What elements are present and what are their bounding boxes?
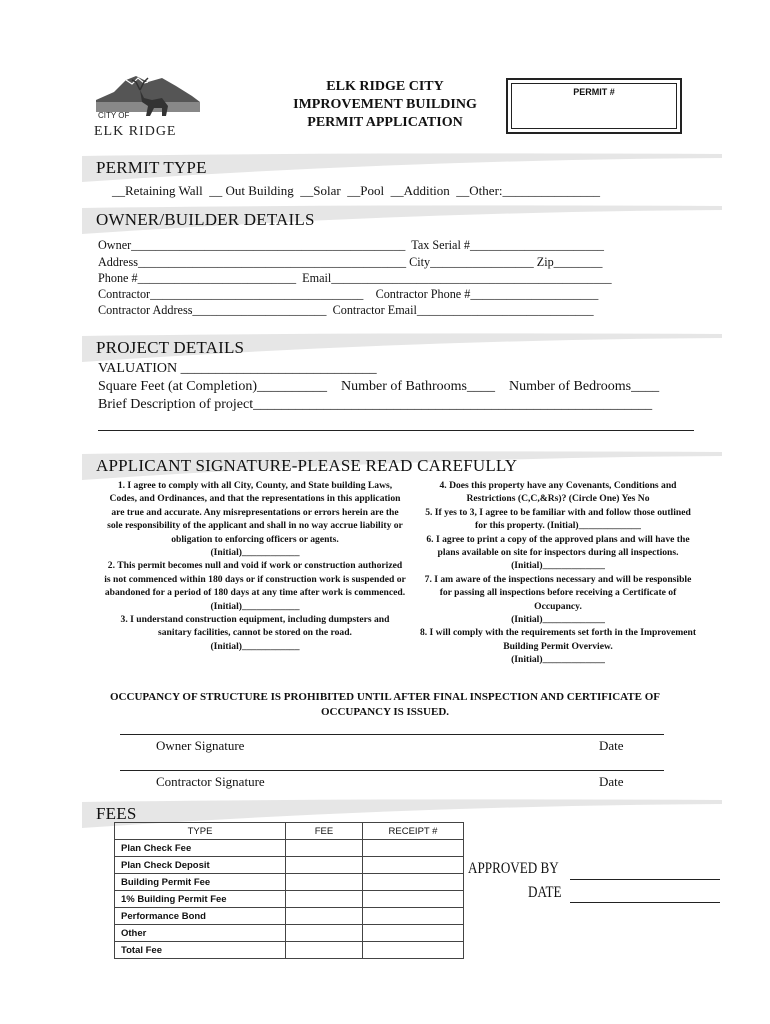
fee-type: 1% Building Permit Fee <box>115 891 286 908</box>
elk-ridge-logo <box>92 72 202 140</box>
receipt-cell[interactable] <box>363 908 464 925</box>
phone-email-field[interactable]: Phone #__________________________ Email______________________________________________ <box>98 271 612 285</box>
table-row <box>115 857 464 874</box>
fees-heading: FEES <box>96 804 137 823</box>
owner-signature-line[interactable] <box>120 734 664 735</box>
occupancy-notice: OCCUPANCY OF STRUCTURE IS PROHIBITED UNTIL AFTER FINAL INSPECTION AND CERTIFICATE OF OCCUPANCY IS ISSUED. <box>110 691 660 718</box>
fee-type: Plan Check Deposit <box>115 857 286 874</box>
approval-date-label: DATE <box>528 884 562 901</box>
address-field[interactable]: Address____________________________________________ City_________________ Zip________ <box>98 255 603 269</box>
fee-type: Total Fee <box>115 942 286 959</box>
permit-number-box[interactable] <box>506 78 682 134</box>
table-header-row <box>115 823 464 840</box>
agreement-item-7: 7. I am aware of the inspections necessary and will be responsible for passing all inspections before receiving a Certificate of Occupancy. <box>424 573 692 612</box>
agreement-item-1: 1. I agree to comply with all City, County, and State building Laws, Codes, and Ordinances, and that the representations in this application are true and accurate. Any misrepresentations or errors herein are the sole responsibility of the applicant and shall in no way accrue liability or obligation to enforcing officers or agents. <box>107 480 403 545</box>
form-title <box>270 78 500 132</box>
signature-heading: APPLICANT SIGNATURE-PLEASE READ CAREFULLY <box>96 456 518 475</box>
table-row <box>115 925 464 942</box>
contractor-field[interactable]: Contractor___________________________________ Contractor Phone #_____________________ <box>98 287 599 301</box>
section-applicant-signature <box>82 450 722 480</box>
logo-city-of: CITY OF <box>98 111 130 120</box>
contractor-address-field[interactable]: Contractor Address______________________ Contractor Email_____________________________ <box>98 303 594 317</box>
section-project-details <box>82 332 722 362</box>
agreement-right-column <box>418 479 698 667</box>
project-heading: PROJECT DETAILS <box>96 338 245 357</box>
agreement-item-6: 6. I agree to print a copy of the approved plans and will have the plans available on site for inspectors during all inspections. (Initial)_____________ <box>426 533 690 572</box>
fee-cell[interactable] <box>286 840 363 857</box>
fee-cell[interactable] <box>286 857 363 874</box>
column-type: TYPE <box>115 823 286 840</box>
fee-type: Building Permit Fee <box>115 874 286 891</box>
contractor-date-label: Date <box>599 774 624 789</box>
agreement-item-3: 3. I understand construction equipment, including dumpsters and sanitary facilities, cannot be stored on the road. <box>120 614 390 639</box>
title-line-2: IMPROVEMENT BUILDING <box>293 97 477 112</box>
table-row <box>115 874 464 891</box>
logo-elk-ridge: ELK RIDGE <box>94 124 177 139</box>
title-line-3: PERMIT APPLICATION <box>307 115 463 130</box>
agreement-item-5: 5. If yes to 3, I agree to be familiar with and follow those outlined for this property. (Initial)_____________ <box>425 506 691 532</box>
square-feet-field[interactable]: Square Feet (at Completion)__________ Number of Bathrooms____ Number of Bedrooms____ <box>98 379 660 394</box>
fee-cell[interactable] <box>286 942 363 959</box>
receipt-cell[interactable] <box>363 840 464 857</box>
fee-cell[interactable] <box>286 925 363 942</box>
table-row <box>115 908 464 925</box>
permit-number-label: PERMIT # <box>573 87 615 97</box>
owner-date-label: Date <box>599 738 624 753</box>
valuation-field[interactable]: VALUATION ____________________________ <box>98 361 377 376</box>
contractor-signature-line[interactable] <box>120 770 664 771</box>
fee-type: Other <box>115 925 286 942</box>
receipt-cell[interactable] <box>363 874 464 891</box>
permit-number-box-inner <box>511 83 677 129</box>
approved-by-line[interactable] <box>570 879 720 880</box>
owner-heading: OWNER/BUILDER DETAILS <box>96 210 315 229</box>
section-permit-type <box>82 152 722 182</box>
initial-line[interactable]: (Initial)_____________ <box>511 614 605 626</box>
permit-type-heading: PERMIT TYPE <box>96 158 207 177</box>
owner-field[interactable]: Owner_____________________________________________ Tax Serial #______________________ <box>98 238 605 252</box>
fee-cell[interactable] <box>286 874 363 891</box>
receipt-cell[interactable] <box>363 857 464 874</box>
contractor-signature-label: Contractor Signature <box>156 774 265 789</box>
title-line-1: ELK RIDGE CITY <box>326 79 444 94</box>
description-extra-line[interactable] <box>98 430 694 431</box>
owner-signature-label: Owner Signature <box>156 738 245 753</box>
approval-date-line[interactable] <box>570 902 720 903</box>
initial-line[interactable]: (Initial)____________ <box>210 547 300 559</box>
fee-type: Performance Bond <box>115 908 286 925</box>
receipt-cell[interactable] <box>363 891 464 908</box>
permit-type-options[interactable]: __Retaining Wall __ Out Building __Solar __Pool __Addition __Other:_______________ <box>112 183 601 198</box>
fee-cell[interactable] <box>286 891 363 908</box>
initial-line[interactable]: (Initial)____________ <box>210 600 300 612</box>
table-row <box>115 942 464 959</box>
initial-line[interactable]: (Initial)____________ <box>210 640 300 652</box>
agreement-item-2: 2. This permit becomes null and void if work or construction authorized is not commenced within 180 days or if construction work is suspended or abandoned for a period of 180 days at any time after work is commenced. <box>104 560 406 599</box>
column-receipt: RECEIPT # <box>363 823 464 840</box>
approved-by-label: APPROVED BY <box>468 860 559 877</box>
receipt-cell[interactable] <box>363 942 464 959</box>
agreement-item-4: 4. Does this property have any Covenants, Conditions and Restrictions (C,C,&Rs)? (Circle One) Yes No <box>439 480 677 505</box>
receipt-cell[interactable] <box>363 925 464 942</box>
column-fee: FEE <box>286 823 363 840</box>
section-owner-builder <box>82 204 722 234</box>
agreement-left-column <box>104 479 406 653</box>
agreement-item-8: 8. I will comply with the requirements set forth in the Improvement Building Permit Overview. <box>419 627 697 652</box>
initial-line[interactable]: (Initial)_____________ <box>511 654 605 666</box>
fees-table <box>114 822 464 959</box>
table-row <box>115 840 464 857</box>
fee-type: Plan Check Fee <box>115 840 286 857</box>
table-row <box>115 891 464 908</box>
fee-cell[interactable] <box>286 908 363 925</box>
description-field[interactable]: Brief Description of project_________________________________________________________ <box>98 397 653 412</box>
